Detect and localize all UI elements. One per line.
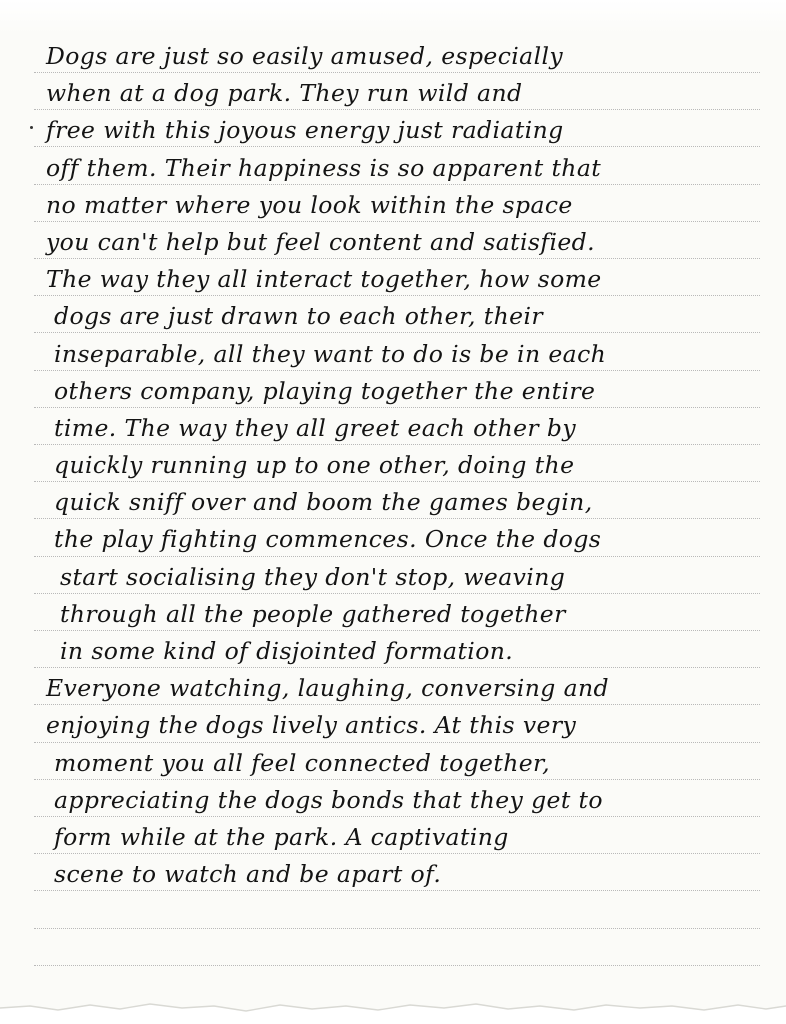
text-line: enjoying the dogs lively antics. At this very (46, 711, 577, 740)
text-line: The way they all interact together, how some (46, 265, 602, 294)
text-line: when at a dog park. They run wild and (46, 79, 523, 108)
page-top-edge (0, 0, 786, 34)
text-line: through all the people gathered together (60, 599, 566, 628)
text-line: inseparable, all they want to do is be in each (54, 339, 607, 368)
torn-paper-edge (0, 994, 786, 1024)
ink-dot (30, 126, 33, 129)
text-line: quick sniff over and boom the games begin, (54, 488, 593, 517)
text-line: time. The way they all greet each other by (54, 413, 577, 442)
text-line: in some kind of disjointed formation. (60, 637, 514, 665)
text-line: free with this joyous energy just radiating (46, 116, 564, 145)
text-line: dogs are just drawn to each other, their (54, 302, 543, 331)
text-line: others company, playing together the entire (54, 376, 596, 405)
text-line: the play fighting commences. Once the dogs (54, 525, 602, 554)
text-line: off them. Their happiness is so apparent that (46, 153, 602, 182)
text-line: scene to watch and be apart of. (54, 860, 442, 889)
ruled-line (34, 965, 760, 966)
text-line: you can't help but feel content and satisfied. (46, 227, 595, 256)
text-line: start socialising they don't stop, weaving (60, 562, 566, 591)
text-line: form while at the park. A captivating (54, 822, 509, 851)
ruled-line (34, 928, 760, 929)
text-line: quickly running up to one other, doing the (54, 451, 575, 480)
text-line: moment you all feel connected together, (54, 748, 550, 777)
text-line: appreciating the dogs bonds that they get to (54, 785, 603, 814)
text-line: no matter where you look within the space (46, 190, 573, 219)
handwritten-paragraph (46, 38, 770, 893)
text-line: Everyone watching, laughing, conversing and (46, 674, 609, 703)
text-line: Dogs are just so easily amused, especially (46, 42, 564, 70)
